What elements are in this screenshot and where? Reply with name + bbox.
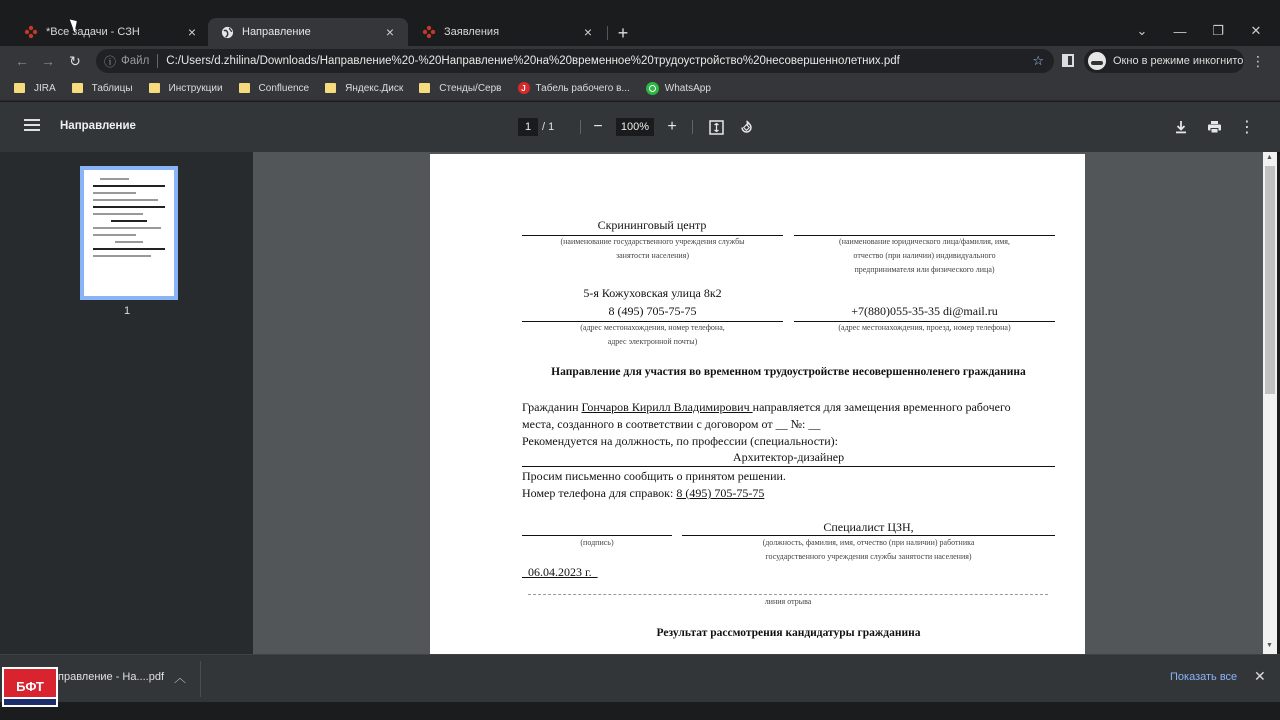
bookmark-label: Стенды/Серв (439, 82, 502, 94)
address-bar[interactable] (96, 49, 1054, 73)
bft-logo-text: БФТ (4, 669, 56, 697)
show-all-downloads-link[interactable]: Показать все (1170, 671, 1238, 683)
close-window-button[interactable]: ✕ (1250, 23, 1262, 38)
vertical-scrollbar[interactable] (1263, 152, 1277, 654)
scheme-label: Файл (121, 55, 150, 67)
print-icon[interactable] (1204, 117, 1224, 137)
incognito-label: Окно в режиме инкогнито (1113, 55, 1244, 67)
bookmark-yandex-disk[interactable] (325, 83, 403, 94)
pdf-toolbar (0, 102, 1280, 152)
divider (200, 661, 201, 697)
bookmark-label: Инструкции (168, 82, 223, 94)
incognito-icon (1088, 52, 1106, 70)
new-tab-button[interactable]: + (617, 22, 629, 43)
tab-title: Направление (242, 26, 311, 38)
result-heading: Результат рассмотрения кандидатуры гражданина (656, 627, 921, 639)
scrollbar-thumb[interactable] (1265, 166, 1275, 394)
menu-icon[interactable] (24, 119, 40, 133)
bookmark-label: JIRA (34, 82, 56, 94)
zoom-level-input[interactable]: 100% (616, 118, 654, 136)
bookmark-confluence[interactable] (239, 83, 310, 94)
address-right-value: +7(880)055-35-35 di@mail.ru (851, 304, 998, 318)
close-icon[interactable]: × (583, 24, 593, 40)
back-button[interactable]: ← (15, 53, 29, 69)
download-item[interactable]: правление - На....pdf (58, 671, 165, 683)
date-value: 06.04.2023 г. (522, 565, 598, 579)
bookmark-star-icon[interactable]: ☆ (1032, 53, 1044, 68)
org-left-caption: (наименование государственного учреждения службы занятости населения) (560, 237, 745, 260)
phone-line: Номер телефона для справок: 8 (495) 705-75-75 (522, 486, 765, 500)
underline (522, 466, 1055, 467)
page-total: / 1 (542, 121, 555, 133)
tab-title: Заявления (444, 26, 500, 38)
tab-strip (0, 0, 1280, 46)
download-icon[interactable] (1171, 117, 1191, 137)
globe-icon (220, 25, 234, 39)
bookmark-instructions[interactable] (149, 83, 223, 94)
profession-value: Архитектор-дизайнер (732, 450, 845, 464)
thumbnail-sidebar (0, 152, 253, 654)
bookmark-label: Табель рабочего в... (535, 82, 630, 94)
address-left-caption: (адрес местонахождения, номер телефона, адрес электронной почты) (580, 323, 725, 346)
request-line: Просим письменно сообщить о принятом решении. (522, 469, 786, 483)
j-logo-icon: J (518, 82, 530, 94)
scroll-up-icon[interactable]: ▲ (1266, 154, 1273, 161)
address-left-line2: 8 (495) 705-75-75 (608, 304, 697, 318)
app-logo-icon (24, 25, 38, 39)
specialist-caption: (должность, фамилия, имя, отчество (при наличии) работника государственного учреждения службы занятости населения) (762, 538, 975, 561)
bft-logo (2, 667, 58, 707)
divider (692, 120, 693, 134)
reload-button[interactable]: ↻ (69, 52, 81, 69)
org-left-value: Скрининговый центр (597, 218, 707, 232)
whatsapp-icon (646, 82, 659, 95)
folder-icon (72, 83, 83, 93)
page-number-input[interactable]: 1 (518, 118, 538, 136)
tab-zayavleniya[interactable] (404, 18, 606, 46)
pdf-canvas[interactable] (253, 152, 1263, 654)
bookmark-timesheet[interactable] (518, 82, 630, 94)
divider (580, 120, 581, 134)
bookmark-stands[interactable] (419, 83, 501, 94)
minimize-button[interactable]: — (1173, 23, 1187, 39)
bookmark-label: Яндекс.Диск (345, 82, 404, 94)
contract-line: места, созданного в соответствии с договором от __ №: __ (522, 417, 821, 431)
zoom-out-icon[interactable]: − (593, 118, 603, 135)
folder-icon (325, 83, 336, 93)
tab-all-tasks[interactable] (6, 18, 210, 46)
folder-icon (14, 83, 25, 93)
bookmark-tables[interactable] (72, 83, 133, 94)
folder-icon (419, 83, 430, 93)
browser-menu-icon[interactable]: ⋮ (1251, 52, 1265, 69)
tab-search-button[interactable]: ⌄ (1136, 23, 1148, 38)
thumbnail-page-number: 1 (124, 305, 131, 317)
logo-stripe (4, 699, 56, 705)
divider (157, 54, 158, 68)
tab-napravlenie[interactable] (208, 18, 408, 46)
page-thumbnail[interactable] (80, 166, 178, 300)
info-icon[interactable]: ⓘ (104, 54, 117, 69)
close-icon[interactable]: ✕ (1254, 668, 1266, 684)
close-icon[interactable]: × (187, 24, 197, 40)
citizen-name: Гончаров Кирилл Владимирович (581, 400, 753, 414)
bookmark-label: WhatsApp (664, 82, 711, 94)
url-text[interactable]: C:/Users/d.zhilina/Downloads/Направление%20-%20Направление%20на%20временное%20трудоустройство%20несовершеннолетних.pdf (166, 55, 900, 67)
chevron-up-icon[interactable]: ︿ (174, 671, 187, 685)
specialist-value: Специалист ЦЗН, (823, 520, 914, 534)
bookmark-jira[interactable] (14, 83, 56, 94)
download-bar (0, 654, 1280, 702)
bookmark-whatsapp[interactable] (646, 82, 711, 95)
side-panel-icon[interactable] (1062, 54, 1074, 67)
close-icon[interactable]: × (385, 24, 395, 40)
app-logo-icon (422, 25, 436, 39)
scroll-down-icon[interactable]: ▼ (1266, 642, 1273, 649)
citizen-line: Гражданин Гончаров Кирилл Владимирович направляется для замещения временного рабочего (522, 400, 1011, 414)
pdf-title: Направление (60, 120, 136, 132)
bookmarks-bar (0, 76, 1280, 101)
bookmark-label: Confluence (258, 82, 310, 94)
recommend-line: Рекомендуется на должность, по профессии (специальности): (522, 434, 839, 448)
document-heading: Направление для участия во временном трудоустройстве несовершенноленего гражданина (551, 366, 1026, 378)
tab-title: *Все задачи - СЗН (46, 26, 140, 38)
pdf-page (430, 154, 1085, 654)
zoom-in-icon[interactable]: + (667, 118, 677, 135)
incognito-profile-button[interactable] (1084, 49, 1244, 73)
folder-icon (149, 83, 160, 93)
bottom-strip (0, 702, 1280, 720)
more-options-icon[interactable]: ⋮ (1239, 119, 1255, 136)
restore-button[interactable]: ❐ (1212, 23, 1224, 38)
tear-line-caption: линия отрыва (764, 597, 812, 606)
address-left-line1: 5-я Кожуховская улица 8к2 (583, 286, 722, 300)
tab-divider (607, 26, 608, 40)
browser-toolbar (0, 46, 1280, 76)
bookmark-label: Таблицы (91, 82, 133, 94)
rotate-icon[interactable] (736, 117, 756, 137)
phone-value: 8 (495) 705-75-75 (676, 486, 765, 500)
signature-caption: (подпись) (580, 538, 614, 547)
fit-page-icon[interactable] (706, 117, 726, 137)
address-right-caption: (адрес местонахождения, проезд, номер телефона) (838, 323, 1011, 332)
folder-icon (239, 83, 250, 93)
org-right-caption: (наименование юридического лица/фамилия, имя, отчество (при наличии) индивидуального предпринимателя или физического лица) (839, 237, 1010, 274)
forward-button[interactable]: → (41, 53, 55, 69)
